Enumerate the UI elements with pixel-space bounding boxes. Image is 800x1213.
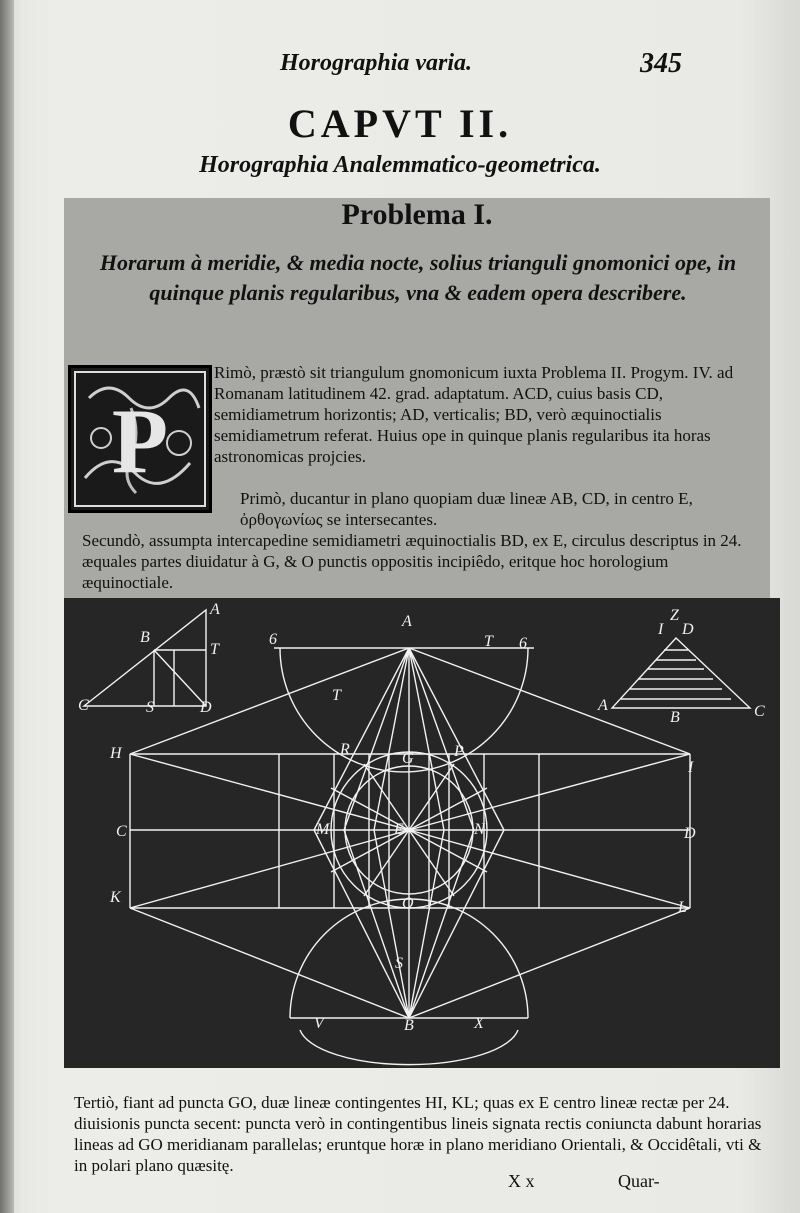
paragraph-4: Tertiò, fiant ad puncta GO, duæ lineæ contingentes HI, KL; quas ex E centro lineæ rectæ per 24. diuisionis puncta secent: puncta verò in contingentibus lineis signata rectis coniuncta dabunt horarias lineas ad GO meridianam parallelas; eruntque horæ in plano meridiano Orientali, & Occidêtali, vti & in polari plano quæsitę. [74,1093,762,1175]
label-d-right: D [684,825,696,842]
catchword: Quar- [618,1171,660,1191]
label-n: N [474,821,485,838]
chapter-subtitle: Horographia Analemmatico-geometrica. [199,152,601,178]
label-a-top: A [402,613,412,630]
label-t-left: T [332,687,341,704]
label-e-center: E [394,821,404,838]
label-six-right: 6 [519,635,527,652]
label-t-right: T [484,633,493,650]
label-tri2-c: C [754,703,765,720]
label-tri2-i: I [658,621,664,638]
label-g: G [402,750,414,767]
chapter-title: CAPVT II. [287,101,513,146]
label-o: O [402,895,414,912]
running-title: Horographia varia. [280,50,473,76]
label-m: M [316,821,330,838]
label-l: L [678,899,687,916]
paragraph-3: Secundò, assumpta intercapedine semidiametri æquinoctialis BD, ex E, circulus descriptus in 24. æquales partes diuidatur à G, & O punctis oppositis incipiêdo, eritque hoc horologium æquinoctiale. [82,531,742,592]
label-tri2-d: D [682,621,694,638]
label-h: H [110,745,122,762]
label-tri2-a: A [598,697,608,714]
label-i: I [688,759,694,776]
label-r: R [340,741,350,758]
signature-mark: X x [508,1171,535,1191]
label-tri2-b: B [670,709,680,726]
label-b-bottom: B [404,1017,414,1034]
label-six-left: 6 [269,631,277,648]
initial-letter: P [111,390,169,492]
label-x: X [474,1015,484,1032]
label-tri1-s: S [146,699,154,716]
label-tri2-z: Z [670,607,679,624]
label-c-left: C [116,823,127,840]
ornament-icon [71,368,209,510]
label-tri1-d: D [200,699,212,716]
problem-statement: Horarum à meridie, & media nocte, solius trianguli gnomonici ope, in quinque planis regularibus, vna & eadem opera describere. [99,250,737,305]
problem-title: Problema I. [341,198,493,231]
label-tri1-t: T [210,641,219,658]
paragraph-2: Primò, ducantur in plano quopiam duæ lineæ AB, CD, in centro E, ὀρθογωνίως se intersecantes. [240,489,693,529]
analemma-figure [64,598,780,1068]
label-tri1-a: A [210,601,220,618]
paragraph-1: Rimò, præstò sit triangulum gnomonicum iuxta Problema II. Progym. IV. ad Romanam latitudinem 42. grad. adaptatum. ACD, cuius basis CD, semidiametrum horizontis; AD, verticalis; BD, verò æquinoctialis semidiametrum referat. Huius ope in quinque planis regularibus ita horas astronomicas projcies. [214,363,734,466]
label-p: P [454,743,464,760]
running-head [0,48,800,84]
label-tri1-c: C [78,697,89,714]
label-tri1-b: B [140,629,150,646]
decorated-initial [68,365,212,513]
label-k: K [110,889,121,906]
page-number: 345 [640,48,682,79]
label-s: S [395,955,403,972]
page-gutter [0,0,14,1213]
label-v: V [314,1015,324,1032]
